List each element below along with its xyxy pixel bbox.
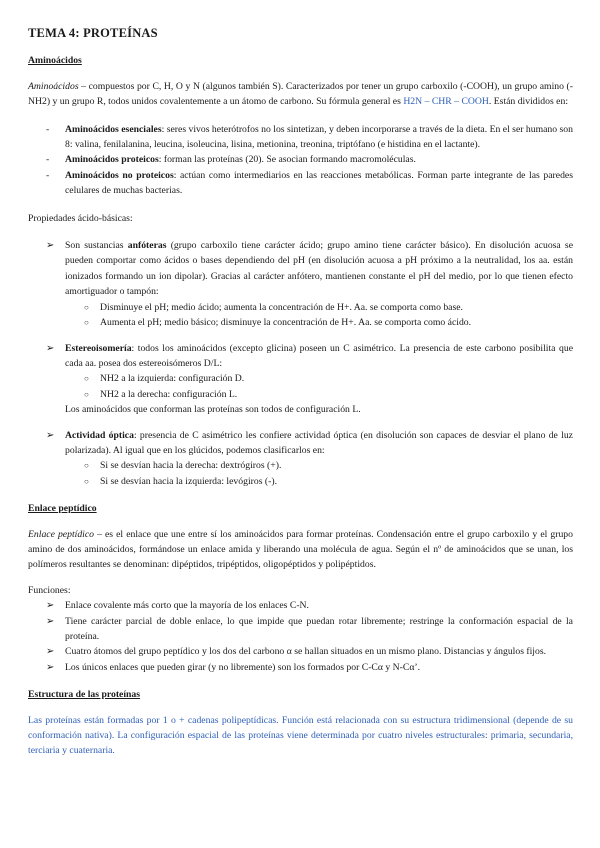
arrow-bullet: ➢ bbox=[46, 240, 55, 252]
anfoteras-item bbox=[28, 238, 573, 300]
optica-term: Actividad óptica bbox=[65, 429, 134, 441]
list-item bbox=[28, 387, 573, 402]
estereoisomeria-item bbox=[28, 341, 573, 372]
sub-item-text: NH2 a la izquierda: configuración D. bbox=[100, 373, 245, 385]
funcion-text: Los únicos enlaces que pueden girar (y no libremente) son los formados por C-Cα y N-Cα’. bbox=[65, 661, 421, 673]
arrow-bullet: ➢ bbox=[46, 429, 55, 441]
estereo-sublist bbox=[28, 371, 573, 402]
list-item bbox=[28, 371, 573, 386]
dash-bullet: - bbox=[46, 169, 50, 181]
anfoteras-pre: Son sustancias bbox=[65, 240, 128, 252]
funcion-text: Tiene carácter parcial de doble enlace, lo que impide que puedan rotar libremente; restringe la conformación espacial de la proteína. bbox=[65, 615, 573, 642]
enlace-term: Enlace peptídico bbox=[28, 528, 95, 540]
list-item bbox=[28, 474, 573, 489]
estereo-after: Los aminoácidos que conforman las proteínas son todos de configuración L. bbox=[65, 404, 361, 416]
funciones-label: Funciones: bbox=[28, 584, 71, 596]
circle-bullet: ○ bbox=[84, 302, 89, 312]
section-heading-aminoacidos: Aminoácidos bbox=[28, 55, 82, 67]
arrow-bullet: ➢ bbox=[46, 646, 55, 658]
aminoacid-types-list bbox=[28, 122, 573, 199]
list-item bbox=[28, 660, 573, 675]
document-title: TEMA 4: PROTEÍNAS bbox=[28, 26, 158, 40]
estereo-term: Estereoisomería bbox=[65, 342, 132, 354]
funcion-text: Enlace covalente más corto que la mayoría de los enlaces C-N. bbox=[65, 600, 309, 612]
circle-bullet: ○ bbox=[84, 374, 89, 384]
section-heading-enlace: Enlace peptídico bbox=[28, 503, 97, 515]
dash-bullet: - bbox=[46, 123, 50, 135]
type-text: : forman las proteínas (20). Se asocian formando macromoléculas. bbox=[158, 154, 416, 166]
section-heading-estructura: Estructura de las proteínas bbox=[28, 689, 141, 701]
list-item bbox=[28, 598, 573, 613]
list-item bbox=[28, 152, 573, 167]
list-item bbox=[28, 458, 573, 473]
aminoacidos-intro-end: . Están divididos en: bbox=[488, 96, 569, 108]
type-term: Aminoácidos esenciales bbox=[65, 123, 162, 135]
list-item bbox=[28, 614, 573, 645]
aminoacidos-term: Aminoácidos bbox=[28, 80, 79, 92]
aminoacidos-intro-text: – compuestos por C, H, O y N (algunos también S). Caracterizados por tener un grupo carboxilo (-COOH), un grupo amino (-NH2) y un grupo R, todos unidos covalentemente a un átomo de carbono. Su fórmula general es bbox=[28, 80, 573, 108]
estructura-paragraph: Las proteínas están formadas por 1 o + cadenas polipeptídicas. Función está relacionada con su estructura tridimensional (depende de su conformación nativa). La configuración espacial de las proteínas viene determinada por cuatro niveles estructurales: primaria, secundaria, terciaria y cuaternaria. bbox=[28, 714, 573, 757]
anfoteras-term: anfóteras bbox=[127, 240, 167, 252]
circle-bullet: ○ bbox=[84, 318, 89, 328]
propiedades-label: Propiedades ácido-básicas: bbox=[28, 212, 133, 224]
arrow-bullet: ➢ bbox=[46, 615, 55, 627]
document-page bbox=[28, 20, 573, 759]
dash-bullet: - bbox=[46, 154, 50, 166]
arrow-bullet: ➢ bbox=[46, 661, 55, 673]
type-text: : actúan como intermediarios en las reacciones metabólicas. Forman parte integrante de las paredes celulares de muchas bacterias. bbox=[65, 169, 573, 197]
arrow-bullet: ➢ bbox=[46, 600, 55, 612]
list-item bbox=[28, 122, 573, 153]
type-term: Aminoácidos proteicos bbox=[65, 154, 159, 166]
sub-item-text: NH2 a la derecha: configuración L. bbox=[100, 388, 238, 400]
circle-bullet: ○ bbox=[84, 461, 89, 471]
list-item bbox=[28, 315, 573, 330]
circle-bullet: ○ bbox=[84, 476, 89, 486]
actividad-optica-item bbox=[28, 428, 573, 459]
optica-text: : presencia de C asimétrico les confiere actividad óptica (en disolución son capaces de desviar el plano de luz polarizada). Al igual que en los glúcidos, podemos clasificarlos en: bbox=[65, 429, 573, 456]
estereo-text: : todos los aminoácidos (excepto glicina) poseen un C asimétrico. La presencia de este carbono posibilita que cada aa. posea dos estereoisómeros D/L: bbox=[65, 342, 573, 369]
sub-item-text: Aumenta el pH; medio básico; disminuye la concentración de H+. Aa. se comporta como ácido. bbox=[100, 317, 472, 329]
enlace-paragraph bbox=[28, 527, 573, 573]
anfoteras-text: (grupo carboxilo tiene carácter ácido; grupo amino tiene carácter básico). En disolución acuosa se pueden comportar como ácidos o bases dependiendo del pH (en disolución acuosa a pH próximo a la neutralidad, los aa. están ionizados formando un ion dipolar). Gracias al carácter anfótero, mantienen constante el pH del medio, por lo que tienen efecto amortiguador o tampón: bbox=[65, 240, 574, 298]
arrow-bullet: ➢ bbox=[46, 342, 55, 354]
list-item bbox=[28, 168, 573, 199]
type-text: : seres vivos heterótrofos no los sintetizan, y deben incorporarse a través de la dieta. En el ser humano son 8: valina, fenilalanina, leucina, isoleucina, lisina, metionina, treonina, triptófano (e histidina en el lactante). bbox=[65, 123, 573, 151]
sub-item-text: Si se desvían hacia la derecha: dextrógiros (+). bbox=[100, 460, 282, 472]
circle-bullet: ○ bbox=[84, 389, 89, 399]
general-formula: H2N – CHR – COOH bbox=[403, 96, 489, 108]
sub-item-text: Disminuye el pH; medio ácido; aumenta la concentración de H+. Aa. se comporta como base. bbox=[100, 301, 463, 313]
aminoacidos-intro bbox=[28, 79, 573, 110]
sub-item-text: Si se desvían hacia la izquierda: levógiros (-). bbox=[100, 475, 278, 487]
type-term: Aminoácidos no proteicos bbox=[65, 169, 174, 181]
enlace-text: – es el enlace que une entre sí los aminoácidos para formar proteínas. Condensación entre el grupo carboxilo y el grupo amino de dos aminoácidos, formándose un enlace amida y liberando una molécula de agua. Según el nº de aminoácidos que se unan, los polímeros resultantes se denominan: dipéptidos, tripéptidos, oligopéptidos y polipéptidos. bbox=[28, 528, 573, 571]
list-item bbox=[28, 300, 573, 315]
anfoteras-sublist bbox=[28, 300, 573, 331]
optica-sublist bbox=[28, 458, 573, 489]
list-item bbox=[28, 644, 573, 659]
funcion-text: Cuatro átomos del grupo peptídico y los dos del carbono α se hallan situados en un mismo plano. Distancias y ángulos fijos. bbox=[65, 646, 547, 658]
